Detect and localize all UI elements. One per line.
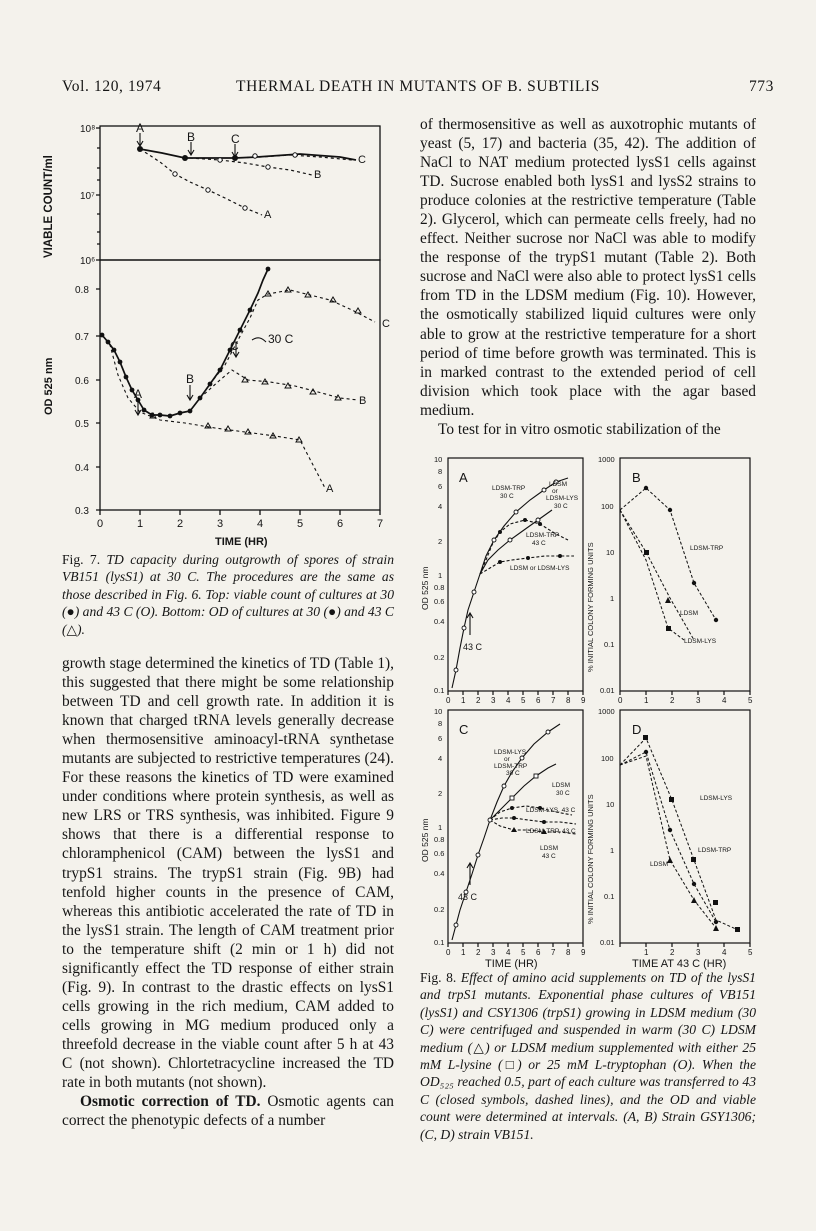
fig8-d-xtick: 2: [670, 948, 675, 957]
fig8-c-label: LDSM-LYS, 43 C: [526, 807, 576, 814]
fig8-d-ytick: 0.1: [604, 892, 615, 901]
fig8-d-ytick: 100: [601, 754, 614, 763]
fig8-d-xtick: 3: [696, 948, 701, 957]
fig8-c-ytick: 0.1: [434, 938, 445, 947]
fig7-xtick: 2: [177, 518, 184, 530]
fig7-xtick: 4: [257, 518, 264, 530]
fig8-a-ytick: 0.8: [434, 583, 445, 592]
fig8-b-ytick: 10: [606, 548, 615, 557]
fig8-b-xtick: 5: [748, 696, 753, 705]
fig8-a-ytick: 1: [438, 571, 443, 580]
fig8-c-xtick: 1: [461, 948, 466, 957]
fig8-a-xtick: 5: [521, 696, 526, 705]
fig8-a-ytick: 0.2: [434, 653, 445, 662]
fig7-curve-label-c-top: C: [358, 154, 366, 166]
figure-8: [410, 450, 770, 970]
fig8-d-ytick: 1: [610, 846, 615, 855]
fig8-a-xtick: 6: [536, 696, 541, 705]
fig8-c-xtick: 4: [506, 948, 511, 957]
fig8-c-label: 30 C: [556, 790, 570, 797]
fig7-bottom-frame: [100, 260, 380, 510]
fig8-c-ytick: 8: [438, 719, 443, 728]
fig8-b-label: LDSM-TRP: [690, 545, 724, 552]
fig8-b-ytick: 0.01: [600, 686, 615, 695]
fig7-tick-03: 0.3: [75, 506, 89, 517]
figure-7-plot: [40, 110, 400, 550]
fig8-b-xtick: 3: [696, 696, 701, 705]
fig7-tick-1e7: 10⁷: [80, 191, 95, 202]
fig8-a-ytick: 2: [438, 537, 443, 546]
fig8-d-ytick: 0.01: [600, 938, 615, 947]
fig8-c-label: LDSM-LYS: [494, 749, 527, 756]
fig8-c-ytick: 0.8: [434, 835, 445, 844]
fig7-xtick: 3: [217, 518, 224, 530]
page-number: 773: [748, 78, 774, 95]
fig8-c-ylabel: OD 525 nm: [420, 818, 430, 862]
fig7-curve-label-30c: 30 C: [268, 332, 294, 346]
fig7-marker-b-top: B: [187, 130, 196, 144]
fig8-a-ytick: 10: [434, 455, 443, 464]
fig7-curve-label-b-bottom: B: [359, 395, 367, 407]
fig8-b-xtick: 2: [670, 696, 675, 705]
fig8-caption-text: Effect of amino acid supplements on TD of the lysS1 and trpS1 mutants. Exponential phase cultures of VB151 (lysS1) and CSY1306 (trpS1) growing in LDSM medium (30 C) were centrifuged and suspended in warm (30 C) LDSM medium (△) or LDSM medium supplemented with either 25 mM L-lysine (□) or 25 mM L-tryptophan (O). When the OD₅₂₅ reached 0.5, part of each culture was transferred to 43 C (closed symbols, dashed lines), and the OD and viable count were determined at intervals. (A, B) Strain GSY1306; (C, D) strain VB151.: [420, 970, 756, 1142]
fig8-b-label: LDSM-LYS: [684, 638, 717, 645]
fig8-a-xtick: 1: [461, 696, 466, 705]
fig7-marker-a-top: A: [136, 121, 145, 135]
fig8-b-ytick: 1: [610, 594, 615, 603]
fig8-panel-c-frame: [448, 710, 583, 943]
fig7-caption-label: Fig. 7.: [62, 552, 101, 567]
fig8-c-label: LDSM: [540, 845, 559, 852]
fig8-c-xtick: 0: [446, 948, 451, 957]
fig7-caption-text: TD capacity during outgrowth of spores of strain VB151 (lysS1) at 30 C. The procedures are the same as those described in Fig. 6. Top: viable count of cultures at 30 (●) and 43 C (O). Bottom: OD of cultures at 30 (●) and 43 C (△).: [62, 552, 394, 637]
fig8-arrow-label-c: 43 C: [458, 892, 478, 902]
section-heading: Osmotic correction of TD.: [80, 1093, 261, 1111]
fig8-a-label: 30 C: [554, 503, 568, 510]
volume-label: Vol. 120, 1974: [62, 78, 162, 95]
left-column-body: [62, 654, 394, 1130]
fig8-c-ytick: 2: [438, 789, 443, 798]
running-title: THERMAL DEATH IN MUTANTS OF B. SUBTILIS: [236, 78, 600, 95]
fig8-a-xtick: 9: [581, 696, 586, 705]
fig7-tick-06: 0.6: [75, 376, 89, 387]
fig8-time-label: TIME (HR): [485, 958, 538, 970]
fig8-c-xtick: 6: [536, 948, 541, 957]
fig8-d-label: LDSM-LYS: [700, 795, 733, 802]
fig8-c-ytick: 4: [438, 754, 443, 763]
fig8-d-ylabel: % INITIAL COLONY FORMING UNITS: [586, 794, 595, 924]
fig7-bottom-y-axis-label: OD 525 nm: [43, 357, 55, 415]
fig8-arrow-label-a: 43 C: [463, 642, 483, 652]
left-paragraph: growth stage determined the kinetics of TD (Table 1), this suggested that there might be some relationship between TD and cell growth rate. In addition it is known that charged tRNA levels generally decrease when thermosensitive aminoacyl-tRNA synthetase mutants are subjected to restrictive temperatures (24). For these reasons the kinetics of TD were examined under conditions where protein synthesis, as well as new LRS or TRS synthesis, was inhibited. Figure 9 shows that there is a differential response to chloramphenicol (CAM) between the lysS1 and trypS1 strains. The trypS1 strain (Fig. 9B) had tenfold higher counts in the presence of CAM, whereas this antibiotic accelerated the rate of TD in the lysS1 strain. The length of CAM treatment prior to the temperature shift (2 min or 1 h) did not significantly effect the TD response of either strain (Fig. 9). In contrast to the drastic effects on lysS1 cells growing in the rich medium, CAM added to cells growing in MG medium produced only a threefold decrease in the viable count after 5 h at 43 C (not shown). Chlortetracycline increased the TD rate in both mutants (not shown).: [62, 655, 394, 1092]
fig8-c-xtick: 2: [476, 948, 481, 957]
fig7-top-curves: [140, 149, 356, 215]
fig8-a-xtick: 8: [566, 696, 571, 705]
fig8-a-xtick: 0: [446, 696, 451, 705]
fig8-caption-label: Fig. 8.: [420, 970, 457, 985]
fig8-b-ytick: 0.1: [604, 640, 615, 649]
fig7-curve-label-c-bottom: C: [382, 318, 390, 330]
fig8-d-xtick: 1: [644, 948, 649, 957]
fig8-panel-a-letter: A: [459, 470, 468, 485]
fig8-b-ytick: 100: [601, 502, 614, 511]
fig8-c-xtick: 8: [566, 948, 571, 957]
fig7-xtick: 5: [297, 518, 304, 530]
fig7-tick-04: 0.4: [75, 463, 89, 474]
fig7-tick-1e8: 10⁸: [80, 124, 96, 135]
fig8-c-xtick: 5: [521, 948, 526, 957]
fig8-c-ytick: 0.4: [434, 869, 445, 878]
fig8-d-ytick: 1000: [598, 707, 615, 716]
fig7-curve-label-b-top: B: [314, 169, 322, 181]
fig7-top-frame: [100, 126, 380, 260]
fig8-b-label: LDSM: [680, 610, 699, 617]
fig8-b-ytick: 1000: [598, 455, 615, 464]
fig8-time43-label: TIME AT 43 C (HR): [632, 958, 727, 970]
fig8-panel-c-letter: C: [459, 722, 469, 737]
fig7-x-axis-label: TIME (HR): [215, 536, 268, 548]
fig8-d-label: LDSM: [650, 861, 669, 868]
fig7-x-ticks: [100, 510, 380, 515]
fig8-a-ytick: 0.1: [434, 686, 445, 695]
fig8-c-xtick: 9: [581, 948, 586, 957]
fig8-a-label: 30 C: [500, 493, 514, 500]
fig7-curve-label-a-top: A: [264, 209, 272, 221]
fig8-c-label: LDSM-TRP, 43 C: [526, 828, 576, 835]
fig8-c-ytick: 0.6: [434, 849, 445, 858]
fig8-a-label: 43 C: [532, 540, 546, 547]
fig7-curve-label-a-bottom: A: [326, 483, 334, 495]
section-intro: Osmotic agents can correct the phenotypic defects of a number: [62, 1093, 394, 1130]
fig8-c-label: 30 C: [506, 770, 520, 777]
fig7-tick-08: 0.8: [75, 285, 89, 296]
fig8-c-label: or: [504, 756, 510, 763]
fig8-a-xtick: 7: [551, 696, 556, 705]
fig8-a-ytick: 0.4: [434, 617, 445, 626]
fig7-x-tick-labels: [97, 518, 383, 530]
fig7-marker-c-top: C: [231, 132, 240, 146]
right-paragraph: of thermosensitive as well as auxotrophic mutants of yeast (5, 17) and bacteria (35, 42). The addition of NaCl to NAT medium protected lysS1 cells against TD. Sucrose enabled both lysS1 and lysS2 strains to produce colonies at the restrictive temperature (Table 2). Glycerol, which can permeate cells freely, had no effect. Neither sucrose nor NaCl was able to modify the response of the trypS1 mutant (Table 2). Both sucrose and NaCl were also able to protect lysS1 cells from TD in the LDSM medium (Fig. 10). However, the osmotically stabilized liquid cultures were only able to grow at the restrictive temperature for a short period of time before growth was terminated. This is in marked contrast to the extended period of cell division which took place with the agar based medium.: [420, 116, 756, 419]
running-header: [62, 78, 774, 100]
fig7-marker-a-bottom: A: [134, 387, 143, 401]
fig8-a-label: LDSM: [549, 481, 568, 488]
fig8-c-xtick: 3: [491, 948, 496, 957]
fig8-a-label: or: [552, 488, 558, 495]
fig8-c-label: 43 C: [542, 853, 556, 860]
fig7-caption: [62, 551, 394, 638]
fig8-a-ytick: 4: [438, 502, 443, 511]
fig8-c-xtick: 7: [551, 948, 556, 957]
fig8-c-ytick: 6: [438, 734, 443, 743]
fig8-d-xtick: 5: [748, 948, 753, 957]
fig7-top-y-axis-label: VIABLE COUNT/ml: [43, 155, 55, 258]
fig7-tick-05: 0.5: [75, 419, 89, 430]
fig8-a-label: LDSM-LYS: [546, 495, 579, 502]
fig7-tick-1e6: 10⁶: [80, 256, 96, 267]
fig8-a-ytick: 0.6: [434, 597, 445, 606]
fig8-a-xtick: 2: [476, 696, 481, 705]
fig8-c-label: LDSM-TRP: [494, 763, 528, 770]
fig8-a-xtick: 3: [491, 696, 496, 705]
fig8-c-ytick: 0.2: [434, 905, 445, 914]
fig8-b-ylabel: % INITIAL COLONY FORMING UNITS: [586, 542, 595, 672]
fig8-c-label: LDSM: [552, 782, 571, 789]
fig8-b-xtick: 1: [644, 696, 649, 705]
fig8-c-ytick: 1: [438, 823, 443, 832]
fig7-xtick: 6: [337, 518, 344, 530]
fig8-a-ytick: 8: [438, 467, 443, 476]
fig8-c-ytick: 10: [434, 707, 443, 716]
fig8-a-label: LDSM-TRP: [526, 532, 560, 539]
fig8-d-xtick: 4: [722, 948, 727, 957]
fig8-a-ylabel: OD 525 nm: [420, 566, 430, 610]
fig8-caption: [420, 969, 756, 1143]
figure-7: [40, 110, 400, 550]
fig7-marker-b-bottom: B: [186, 372, 195, 386]
fig8-a-xtick: 4: [506, 696, 511, 705]
fig8-a-label: LDSM or LDSM-LYS: [510, 565, 570, 572]
fig7-xtick: 7: [377, 518, 384, 530]
fig8-a-label: LDSM-TRP: [492, 485, 526, 492]
fig7-marker-c-bottom: C: [230, 339, 239, 353]
fig7-xtick: 0: [97, 518, 104, 530]
fig8-d-ytick: 10: [606, 800, 615, 809]
right-paragraph-2: To test for in vitro osmotic stabilization of the: [438, 420, 721, 438]
fig8-b-xtick: 4: [722, 696, 727, 705]
fig8-b-xtick: 0: [618, 696, 623, 705]
fig8-panel-b-letter: B: [632, 470, 641, 485]
right-column-body: [420, 115, 756, 439]
fig8-panel-a-frame: [448, 458, 583, 691]
fig7-bottom-curves: [102, 269, 268, 416]
fig7-xtick: 1: [137, 518, 144, 530]
fig8-a-ytick: 6: [438, 482, 443, 491]
fig7-tick-07: 0.7: [75, 332, 89, 343]
fig8-d-label: LDSM-TRP: [698, 847, 732, 854]
figure-8-plot: [410, 450, 770, 970]
fig8-panel-d-letter: D: [632, 722, 642, 737]
